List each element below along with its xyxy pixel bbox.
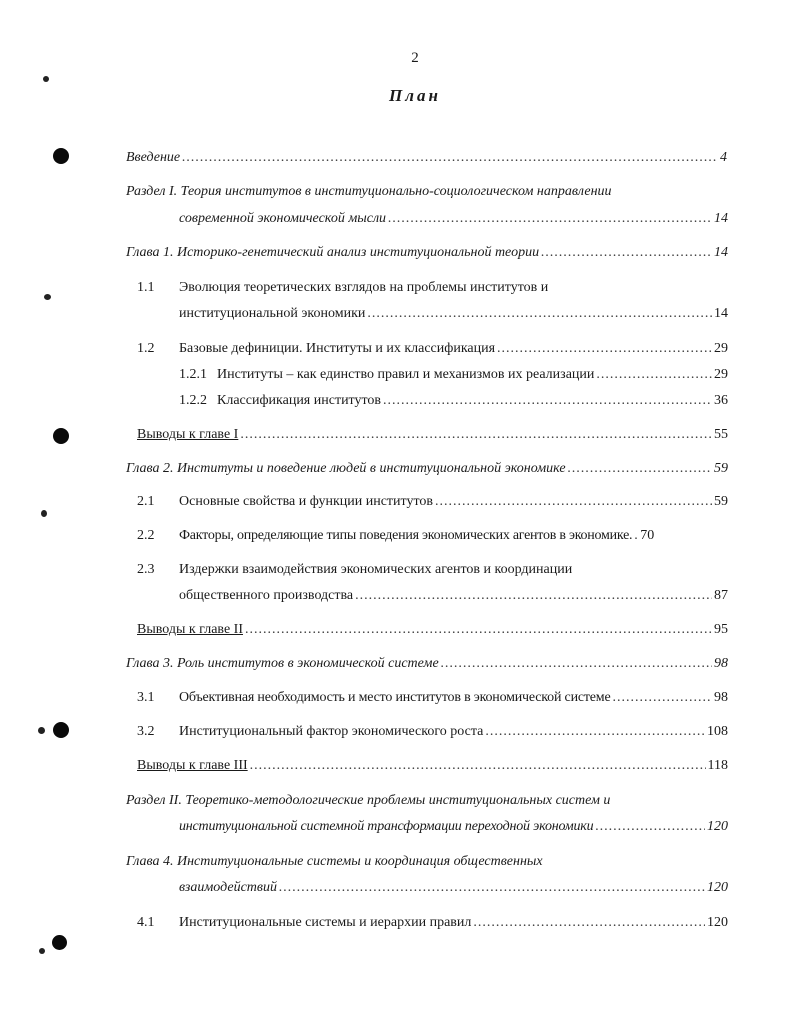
- toc-ch2-page: 59: [714, 461, 728, 476]
- toc-leader: [595, 818, 705, 836]
- speck-2: [44, 294, 51, 300]
- toc-leader: [383, 392, 712, 410]
- toc-leader: [612, 689, 712, 707]
- toc-s1-2-1-text: Институты – как единство правил и механизмов их реализации: [217, 367, 595, 382]
- toc-s1-2-num: 1.2: [137, 341, 155, 356]
- toc-s2-3-page: 87: [714, 588, 728, 603]
- toc-s4-1: [179, 914, 728, 932]
- toc-ch4-line2: взаимодействий: [179, 880, 277, 895]
- toc-s1-2-1-page: 29: [714, 367, 728, 382]
- toc-s3-2-text: Институциональный фактор экономического роста: [179, 724, 484, 739]
- toc-leader: [279, 879, 705, 897]
- toc-s2-3-num: 2.3: [137, 562, 155, 577]
- speck-1: [43, 76, 49, 82]
- toc-leader: [441, 655, 712, 673]
- toc-leader: [485, 723, 705, 741]
- toc-s3-2-page: 108: [707, 724, 728, 739]
- toc-ch3-page: 98: [714, 656, 728, 671]
- toc-s3-1-num: 3.1: [137, 690, 155, 705]
- toc-s2-3-line1: Издержки взаимодействия экономических агентов и координации: [179, 562, 573, 577]
- toc-s1-2-2-page: 36: [714, 393, 728, 408]
- toc-s1-1-page: 14: [714, 306, 728, 321]
- toc-s1-2-1-num: 1.2.1: [179, 367, 207, 382]
- toc-s1-1-line2: институциональной экономики: [179, 306, 366, 321]
- toc-leader: [245, 621, 712, 639]
- toc-s1-2-page: 29: [714, 341, 728, 356]
- toc-s1-2: [179, 340, 728, 358]
- toc-s2-3: [179, 587, 728, 605]
- punch-hole-1: [53, 148, 69, 164]
- toc-section1-line2: современной экономической мысли: [179, 211, 387, 226]
- toc-s3-1-page: 98: [714, 690, 728, 705]
- toc-leader: [473, 914, 705, 932]
- toc-ch4: [179, 879, 728, 897]
- toc-s2-2-text: Факторы, определяющие типы поведения экономических агентов в экономике.: [179, 528, 633, 543]
- toc-s1-1-line1: Эволюция теоретических взглядов на проблемы институтов и: [179, 280, 549, 295]
- toc-conc2-page: 95: [714, 622, 728, 637]
- speck-4: [38, 727, 45, 734]
- toc-leader: [388, 210, 712, 228]
- toc-s2-2: [179, 527, 728, 545]
- toc-leader: [568, 460, 712, 478]
- toc-leader: [240, 426, 712, 444]
- punch-hole-4: [52, 935, 67, 950]
- toc-leader: [596, 366, 712, 384]
- toc-intro-text: Введение: [126, 150, 181, 165]
- toc-s1-1-num: 1.1: [137, 280, 155, 295]
- toc-section2-page: 120: [707, 819, 728, 834]
- toc-s4-1-num: 4.1: [137, 915, 155, 930]
- toc-s1-2-1: [217, 366, 728, 384]
- toc-conc3: [137, 757, 728, 775]
- toc-conc3-text: Выводы к главе III: [137, 758, 248, 773]
- toc-conc2-text: Выводы к главе II: [137, 622, 243, 637]
- toc-intro: [126, 149, 727, 167]
- toc-ch4-line1: Глава 4. Институциональные системы и координация общественных: [126, 854, 543, 869]
- toc-s1-2-2: [217, 392, 728, 410]
- speck-5: [39, 948, 45, 954]
- toc-intro-page: 4: [720, 150, 727, 165]
- toc-ch2-text: Глава 2. Институты и поведение людей в институциональной экономике: [126, 461, 566, 476]
- toc-leader: [367, 305, 712, 323]
- toc-s3-2-num: 3.2: [137, 724, 155, 739]
- toc-leader: [182, 149, 718, 167]
- punch-hole-3: [53, 722, 69, 738]
- toc-s2-3-line2: общественного производства: [179, 588, 354, 603]
- toc-s2-1-page: 59: [714, 494, 728, 509]
- toc-s1-2-2-text: Классификация институтов: [217, 393, 382, 408]
- toc-s3-1-text: Объективная необходимость и место институтов в экономической системе: [179, 690, 611, 705]
- toc-leader: [435, 493, 712, 511]
- toc-section2-line1: Раздел II. Теоретико-методологические проблемы институциональных систем и: [126, 793, 611, 808]
- toc-s2-1-num: 2.1: [137, 494, 155, 509]
- toc-s3-1: [179, 689, 728, 707]
- speck-3: [41, 510, 47, 517]
- toc-ch1: [126, 244, 728, 262]
- toc-section1: [179, 210, 728, 228]
- toc-section1-line1: Раздел I. Теория институтов в институционально-социологическом направлении: [126, 184, 612, 199]
- toc-ch3-text: Глава 3. Роль институтов в экономической системе: [126, 656, 439, 671]
- toc-s2-1: [179, 493, 728, 511]
- punch-hole-2: [53, 428, 69, 444]
- toc-leader: [497, 340, 712, 358]
- toc-section1-page: 14: [714, 211, 728, 226]
- toc-leader: [634, 527, 638, 545]
- page-number: 2: [411, 50, 419, 66]
- toc-ch4-page: 120: [707, 880, 728, 895]
- toc-ch3: [126, 655, 728, 673]
- toc-s2-2-page: 70: [640, 528, 655, 543]
- toc-conc3-page: 118: [707, 758, 728, 773]
- toc-s1-1: [179, 305, 728, 323]
- toc-conc1-text: Выводы к главе I: [137, 427, 239, 442]
- toc-s4-1-page: 120: [707, 915, 728, 930]
- toc-section2-line2: институциональной системной трансформации переходной экономики: [179, 819, 594, 834]
- toc-s1-2-text: Базовые дефиниции. Институты и их классификация: [179, 341, 496, 356]
- toc-section2: [179, 818, 728, 836]
- toc-ch1-page: 14: [714, 245, 728, 260]
- toc-leader: [541, 244, 712, 262]
- toc-s1-2-2-num: 1.2.2: [179, 393, 207, 408]
- toc-ch2: [126, 460, 728, 478]
- toc-s4-1-text: Институциональные системы и иерархии правил: [179, 915, 472, 930]
- toc-conc1: [137, 426, 728, 444]
- toc-ch1-text: Глава 1. Историко-генетический анализ институциональной теории: [126, 245, 540, 260]
- toc-conc2: [137, 621, 728, 639]
- page-title: План: [389, 86, 441, 105]
- toc-leader: [355, 587, 712, 605]
- toc-conc1-page: 55: [714, 427, 728, 442]
- toc-s2-2-num: 2.2: [137, 528, 155, 543]
- toc-s3-2: [179, 723, 728, 741]
- toc-leader: [250, 757, 706, 775]
- toc-s2-1-text: Основные свойства и функции институтов: [179, 494, 434, 509]
